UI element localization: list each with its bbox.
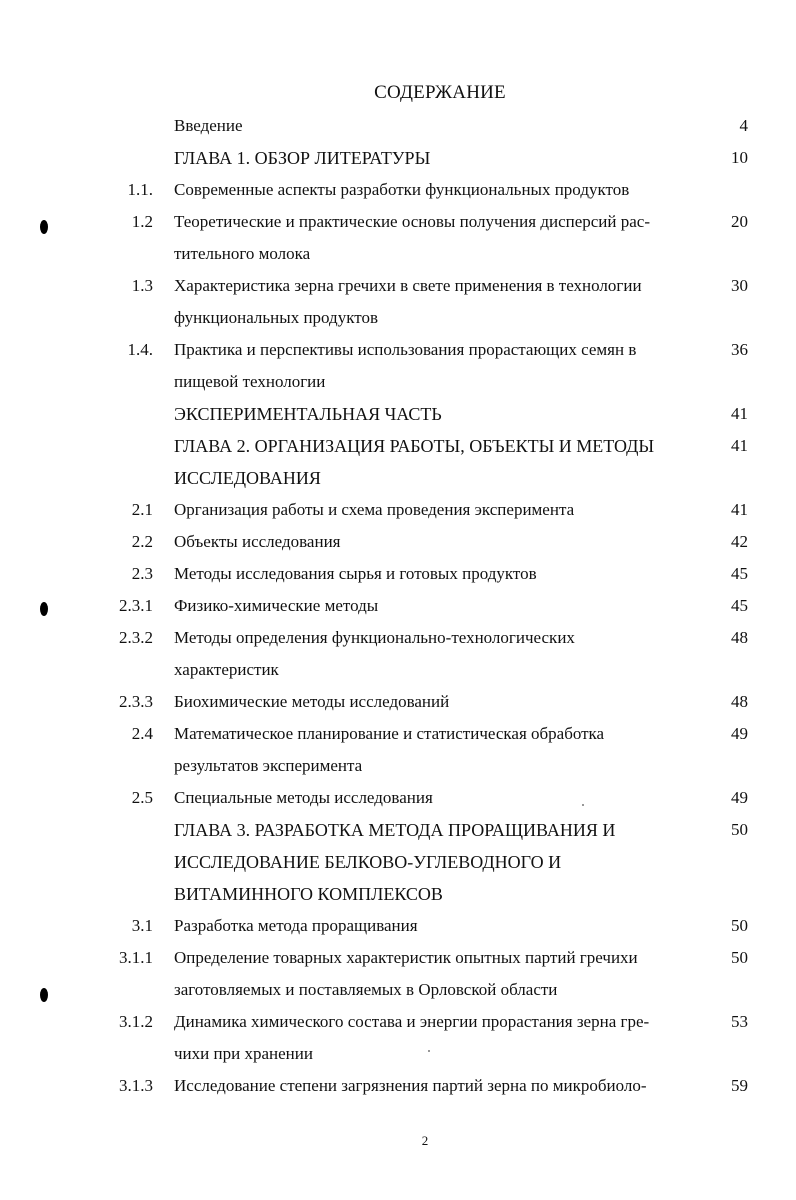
toc-entry-number: 2.5 <box>131 788 153 807</box>
toc-entry-line: Введение <box>174 116 243 135</box>
toc-entry-title <box>174 206 708 270</box>
toc-entry-line: результатов эксперимента <box>174 756 363 775</box>
toc-entry-title <box>174 686 708 718</box>
toc-entry-number: 3.1.2 <box>119 1012 153 1031</box>
toc-entry-page: 4 <box>739 116 748 135</box>
toc-entry-page: 50 <box>731 820 748 839</box>
toc-entry-line: Динамика химического состава и энергии прорастания зерна гре- <box>174 1012 650 1031</box>
toc-entry-line: Характеристика зерна гречихи в свете применения в технологии <box>174 276 642 295</box>
toc-entry-number: 3.1 <box>131 916 153 935</box>
toc-entry-number: 1.4. <box>127 340 153 359</box>
toc-entry-line: Методы определения функционально-технологических <box>174 628 575 647</box>
toc-entry-line: Определение товарных характеристик опытных партий гречихи <box>174 948 638 967</box>
toc-entry-title <box>174 558 708 590</box>
toc-entry-line: ИССЛЕДОВАНИЕ БЕЛКОВО-УГЛЕВОДНОГО И <box>174 852 562 872</box>
toc-entry-page: 45 <box>731 564 748 583</box>
toc-entry-line: ВИТАМИННОГО КОМПЛЕКСОВ <box>174 884 443 904</box>
toc-entry-title <box>174 142 708 174</box>
toc-entry-line: чихи при хранении <box>174 1044 313 1063</box>
toc-entry-title <box>174 398 708 430</box>
toc-entry-page: 10 <box>731 148 748 167</box>
punch-hole-mark <box>40 988 48 1002</box>
toc-entry-line: заготовляемых и поставляемых в Орловской области <box>174 980 558 999</box>
toc-entry-page: 41 <box>731 404 748 423</box>
toc-entry-number: 2.1 <box>131 500 153 519</box>
toc-entry-title <box>174 430 708 494</box>
toc-entry-line: тительного молока <box>174 244 311 263</box>
toc-entry-line: Специальные методы исследования <box>174 788 433 807</box>
toc-entry-title <box>174 526 708 558</box>
toc-entry-number: 2.3.1 <box>119 596 153 615</box>
page-number: 2 <box>421 1133 429 1148</box>
toc-entry-line: пищевой технологии <box>174 372 326 391</box>
toc-entry-page: 41 <box>731 500 748 519</box>
toc-entry-number: 3.1.1 <box>119 948 153 967</box>
toc-entry-page: 41 <box>731 436 748 455</box>
toc-entry-title <box>174 814 708 910</box>
punch-hole-mark <box>40 602 48 616</box>
toc-entry-page: 49 <box>731 724 748 743</box>
toc-entry-line: ГЛАВА 3. РАЗРАБОТКА МЕТОДА ПРОРАЩИВАНИЯ И <box>174 820 616 840</box>
toc-entry-title <box>174 270 708 334</box>
toc-entry-title <box>174 622 708 686</box>
toc-entry-line: характеристик <box>174 660 279 679</box>
toc-entry-title <box>174 718 708 782</box>
toc-entry-title <box>174 174 708 206</box>
toc-entry-line: Биохимические методы исследований <box>174 692 450 711</box>
toc-entry-title <box>174 110 708 142</box>
toc-entry-line: Исследование степени загрязнения партий зерна по микробиоло- <box>174 1076 647 1095</box>
toc-entry-page: 53 <box>731 1012 748 1031</box>
toc-entry-page: 36 <box>731 340 748 359</box>
toc-entry-title <box>174 494 708 526</box>
toc-entry-line: Математическое планирование и статистическая обработка <box>174 724 605 743</box>
toc-entry-line: Практика и перспективы использования прорастающих семян в <box>174 340 637 359</box>
toc-entry-line: Организация работы и схема проведения эксперимента <box>174 500 575 519</box>
toc-entry-line: функциональных продуктов <box>174 308 378 327</box>
toc-entry-page: 48 <box>731 692 748 711</box>
toc-entry-line: ГЛАВА 1. ОБЗОР ЛИТЕРАТУРЫ <box>174 148 431 168</box>
toc-entry-title <box>174 942 708 1006</box>
toc-entry-page: 59 <box>731 1076 748 1095</box>
punch-hole-mark <box>40 220 48 234</box>
toc-entry-line: Объекты исследования <box>174 532 341 551</box>
toc-entry-page: 50 <box>731 916 748 935</box>
toc-entry-title <box>174 1006 708 1070</box>
toc-entry-title <box>174 334 708 398</box>
toc-entry-number: 2.3.2 <box>119 628 153 647</box>
toc-entry-line: Современные аспекты разработки функциональных продуктов <box>174 180 630 199</box>
toc-entry-line: ГЛАВА 2. ОРГАНИЗАЦИЯ РАБОТЫ, ОБЪЕКТЫ И МЕТОДЫ <box>174 436 655 456</box>
toc-entry-title <box>174 910 708 942</box>
toc-entry-number: 1.1. <box>127 180 153 199</box>
toc-entry-line: ЭКСПЕРИМЕНТАЛЬНАЯ ЧАСТЬ <box>174 404 442 424</box>
toc-entry-page: 30 <box>731 276 748 295</box>
toc-entry-number: 1.3 <box>131 276 153 295</box>
toc-entry-line: Теоретические и практические основы получения дисперсий рас- <box>174 212 650 231</box>
scan-speck <box>428 1050 430 1052</box>
toc-entry-title <box>174 1070 708 1102</box>
toc-entry-number: 2.2 <box>131 532 153 551</box>
toc-entry-line: Разработка метода проращивания <box>174 916 418 935</box>
toc-entry-page: 50 <box>731 948 748 967</box>
toc-entry-page: 42 <box>731 532 748 551</box>
toc-entry-title <box>174 590 708 622</box>
toc-entry-page: 20 <box>731 212 748 231</box>
toc-entry-page: 45 <box>731 596 748 615</box>
toc-entry-number: 2.3.3 <box>119 692 153 711</box>
toc-entry-page: 49 <box>731 788 748 807</box>
page-title: СОДЕРЖАНИЕ <box>374 82 506 103</box>
toc-entry-line: Физико-химические методы <box>174 596 379 615</box>
toc-entry-line: Методы исследования сырья и готовых продуктов <box>174 564 537 583</box>
toc-entry-number: 2.3 <box>131 564 153 583</box>
scan-speck <box>582 804 584 806</box>
toc-entry-line: ИССЛЕДОВАНИЯ <box>174 468 321 488</box>
toc-entry-number: 3.1.3 <box>119 1076 153 1095</box>
toc-entry-page: 48 <box>731 628 748 647</box>
toc-entry-number: 1.2 <box>131 212 153 231</box>
toc-entry-title <box>174 782 708 814</box>
toc-entry-number: 2.4 <box>131 724 153 743</box>
